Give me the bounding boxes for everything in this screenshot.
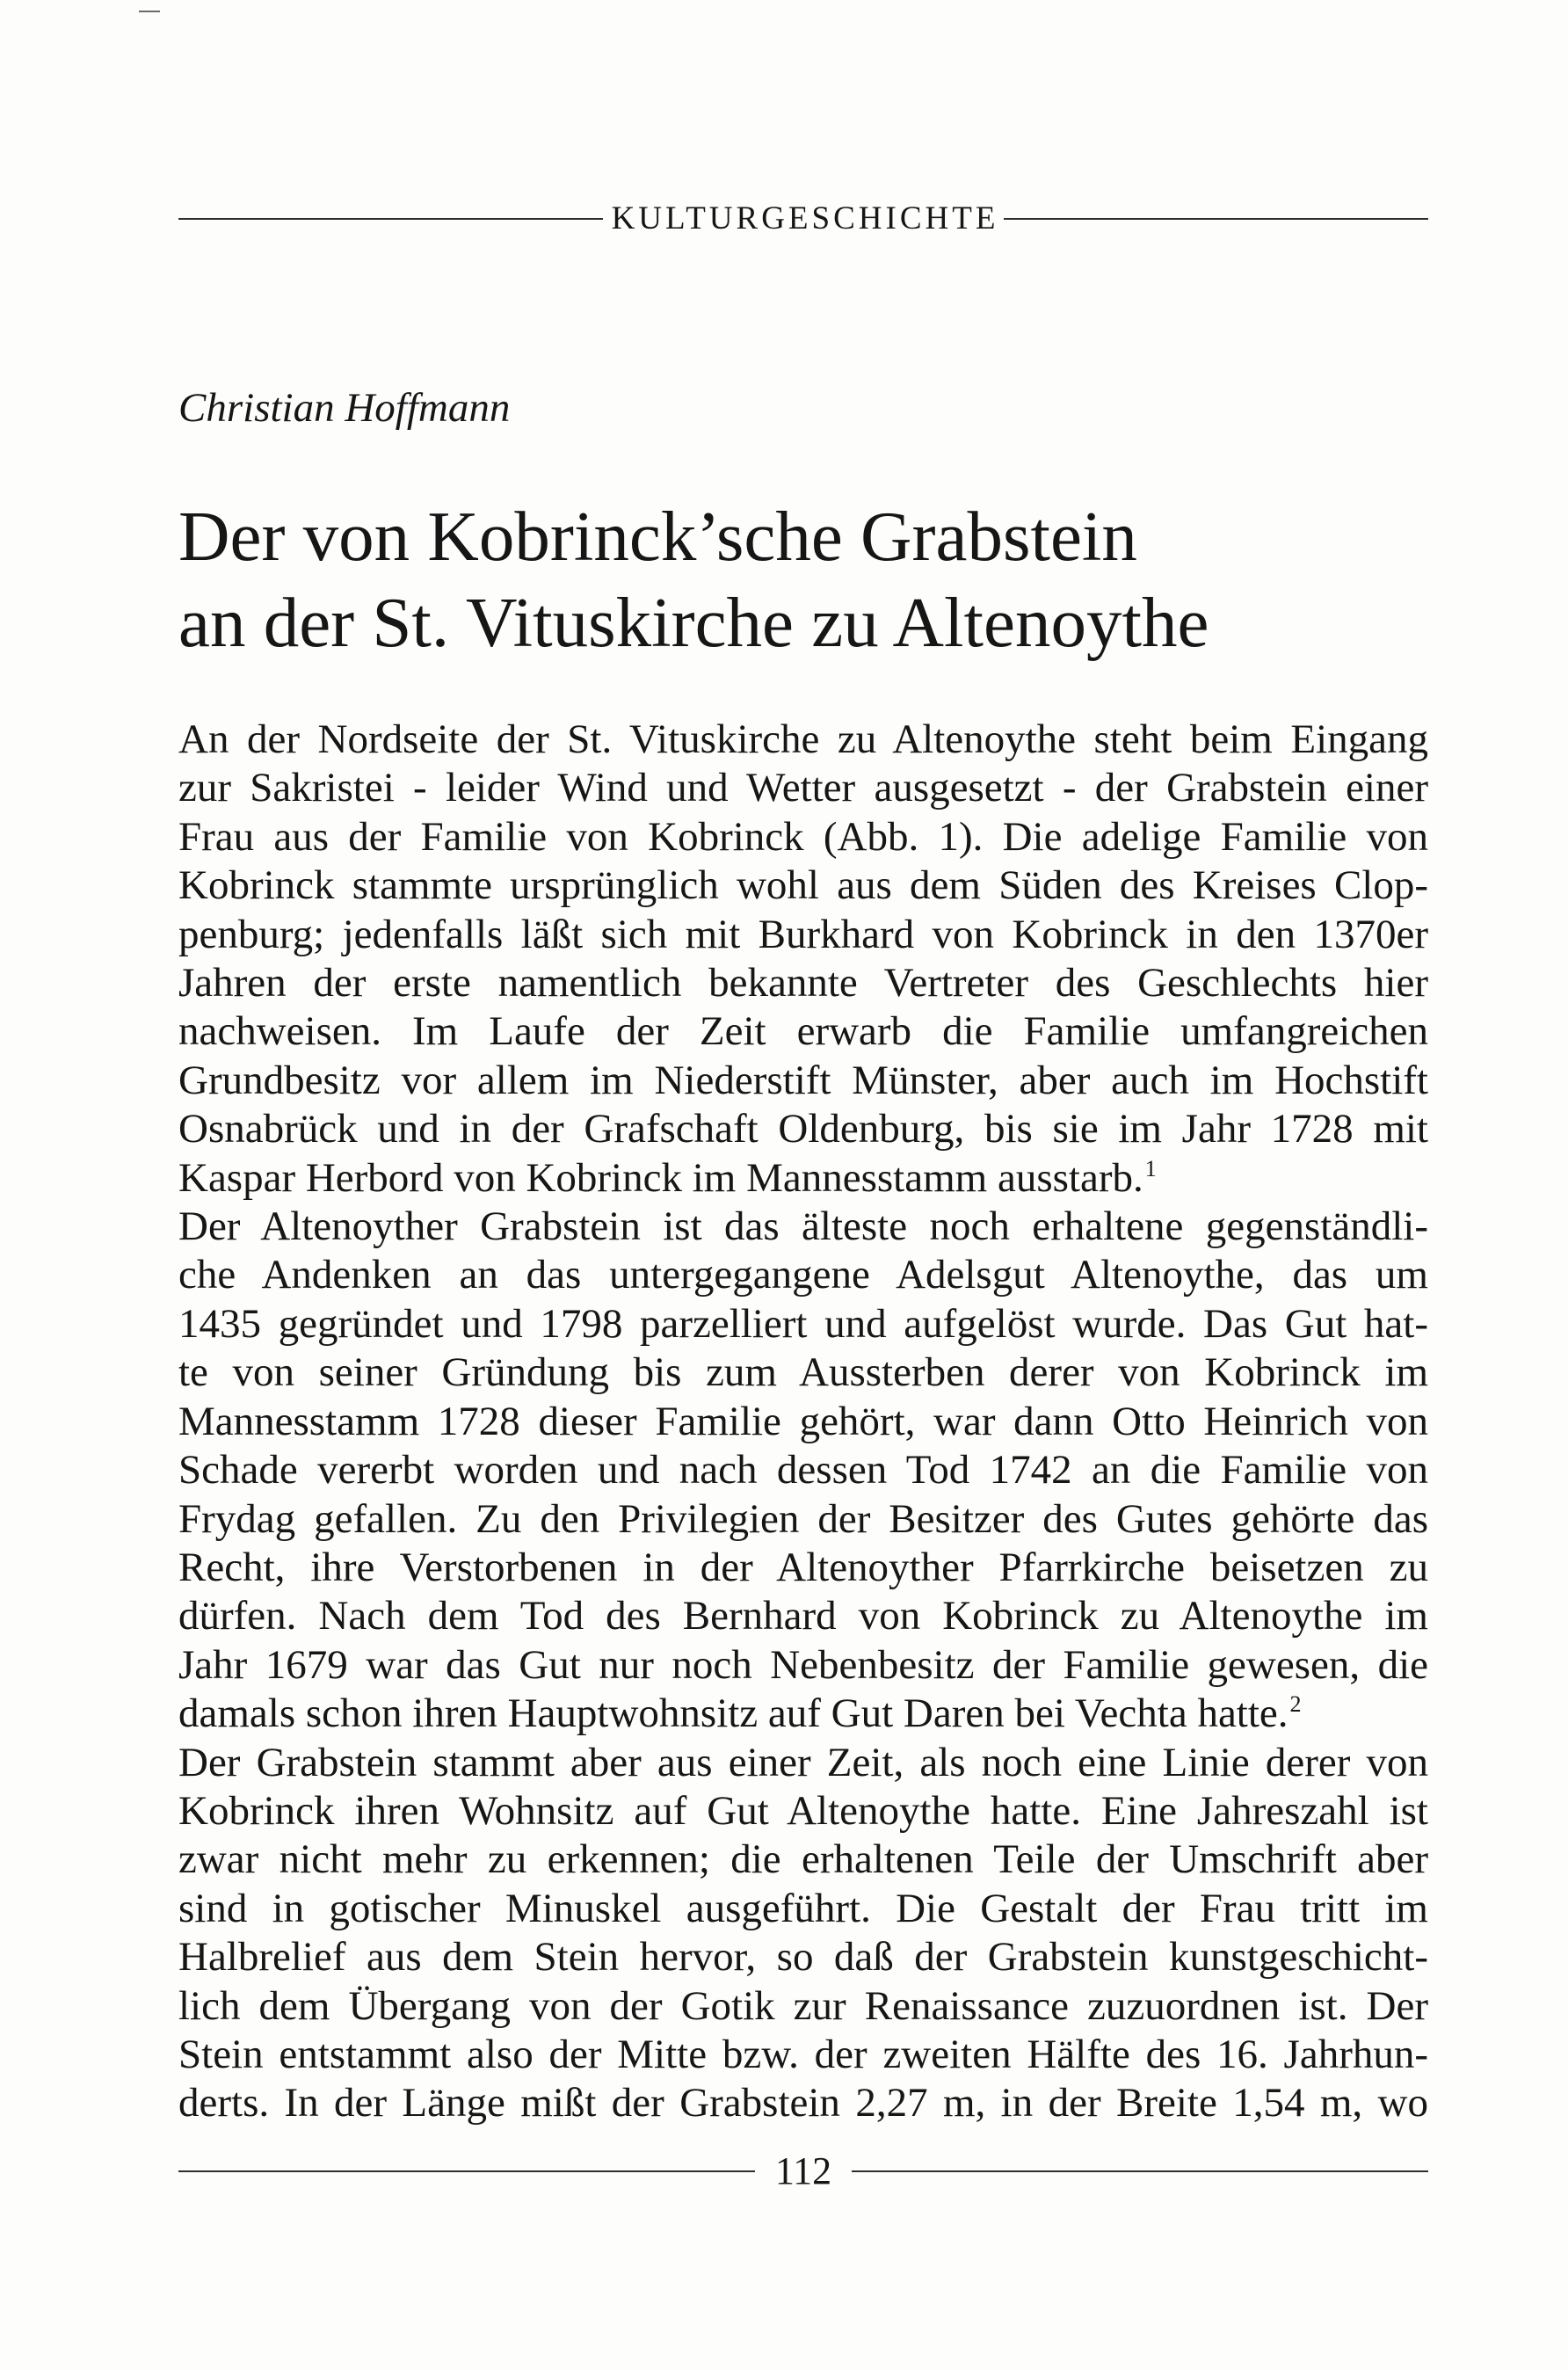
title-line-1: Der von Kobrinck’sche Grabstein <box>178 497 1137 576</box>
text-line: An der Nordseite der St. Vituskirche zu Altenoythe steht beim Eingang <box>178 716 1428 762</box>
page-number: 112 <box>774 2149 832 2192</box>
text-line: te von seiner Gründung bis zum Aussterben derer von Kobrinck im <box>178 1349 1428 1396</box>
article-body <box>178 716 1428 2128</box>
text-line: Kobrinck stammte ursprünglich wohl aus dem Süden des Kreises Clop- <box>178 862 1428 909</box>
page-footer <box>178 2149 1428 2193</box>
running-head <box>178 197 1428 241</box>
text-line: 1435 gegründet und 1798 parzelliert und aufgelöst wurde. Das Gut hat- <box>178 1300 1428 1347</box>
footer-rule-right <box>852 2170 1428 2172</box>
text-line-content: Kaspar Herbord von Kobrinck im Mannesstamm ausstarb. <box>178 1154 1143 1201</box>
running-head-rule-right <box>1004 218 1428 220</box>
paragraph-2 <box>178 1203 1428 1738</box>
text-line: Jahren der erste namentlich bekannte Vertreter des Geschlechts hier <box>178 960 1428 1007</box>
footnote-ref: 2 <box>1289 1691 1302 1718</box>
text-line: Recht, ihre Verstorbenen in der Altenoyther Pfarrkirche beisetzen zu <box>178 1544 1428 1590</box>
text-line <box>178 1154 1428 1203</box>
text-line: lich dem Übergang von der Gotik zur Renaissance zuzuordnen ist. Der <box>178 1982 1428 2029</box>
footer-rule-left <box>178 2170 755 2172</box>
text-line: sind in gotischer Minuskel ausgeführt. Die Gestalt der Frau tritt im <box>178 1885 1428 1931</box>
text-line: Der Grabstein stammt aber aus einer Zeit, als noch eine Linie derer von <box>178 1739 1428 1785</box>
text-line: Frydag gefallen. Zu den Privilegien der Besitzer des Gutes gehörte das <box>178 1495 1428 1542</box>
text-line <box>178 1690 1428 1738</box>
text-line: Schade vererbt worden und nach dessen Tod 1742 an die Familie von <box>178 1447 1428 1494</box>
text-line: Mannesstamm 1728 dieser Familie gehört, war dann Otto Heinrich von <box>178 1398 1428 1444</box>
paragraph-3 <box>178 1739 1428 2128</box>
scan-mark <box>139 11 160 12</box>
footnote-ref: 1 <box>1144 1155 1157 1181</box>
text-line: dürfen. Nach dem Tod des Bernhard von Kobrinck zu Altenoythe im <box>178 1593 1428 1639</box>
text-line: zur Sakristei - leider Wind und Wetter ausgesetzt - der Grabstein einer <box>178 765 1428 811</box>
paragraph-1 <box>178 716 1428 1203</box>
text-line: Stein entstammt also der Mitte bzw. der zweiten Hälfte des 16. Jahrhun- <box>178 2031 1428 2077</box>
text-line: Jahr 1679 war das Gut nur noch Nebenbesitz der Familie gewesen, die <box>178 1641 1428 1688</box>
text-line: Osnabrück und in der Grafschaft Oldenburg, bis sie im Jahr 1728 mit <box>178 1106 1428 1152</box>
article-title <box>178 493 1209 665</box>
text-line: derts. In der Länge mißt der Grabstein 2,27 m, in der Breite 1,54 m, wo <box>178 2080 1428 2126</box>
title-line-2: an der St. Vituskirche zu Altenoythe <box>178 583 1209 662</box>
text-line: zwar nicht mehr zu erkennen; die erhaltenen Teile der Umschrift aber <box>178 1836 1428 1883</box>
text-line-content: damals schon ihren Hauptwohnsitz auf Gut Daren bei Vechta hatte. <box>178 1690 1289 1737</box>
running-head-rule-left <box>178 218 603 220</box>
running-head-label: KULTURGESCHICHTE <box>611 200 999 236</box>
text-line: Frau aus der Familie von Kobrinck (Abb. 1). Die adelige Familie von <box>178 813 1428 860</box>
text-line: che Andenken an das untergegangene Adelsgut Altenoythe, das um <box>178 1252 1428 1298</box>
text-line: penburg; jedenfalls läßt sich mit Burkhard von Kobrinck in den 1370er <box>178 911 1428 957</box>
author-name: Christian Hoffmann <box>178 385 511 431</box>
text-line: Kobrinck ihren Wohnsitz auf Gut Altenoythe hatte. Eine Jahreszahl ist <box>178 1787 1428 1834</box>
text-line: nachweisen. Im Laufe der Zeit erwarb die Familie umfangreichen <box>178 1008 1428 1055</box>
text-line: Grundbesitz vor allem im Niederstift Münster, aber auch im Hochstift <box>178 1057 1428 1103</box>
text-line: Der Altenoyther Grabstein ist das älteste noch erhaltene gegenständli- <box>178 1203 1428 1250</box>
text-line: Halbrelief aus dem Stein hervor, so daß der Grabstein kunstgeschicht- <box>178 1934 1428 1981</box>
